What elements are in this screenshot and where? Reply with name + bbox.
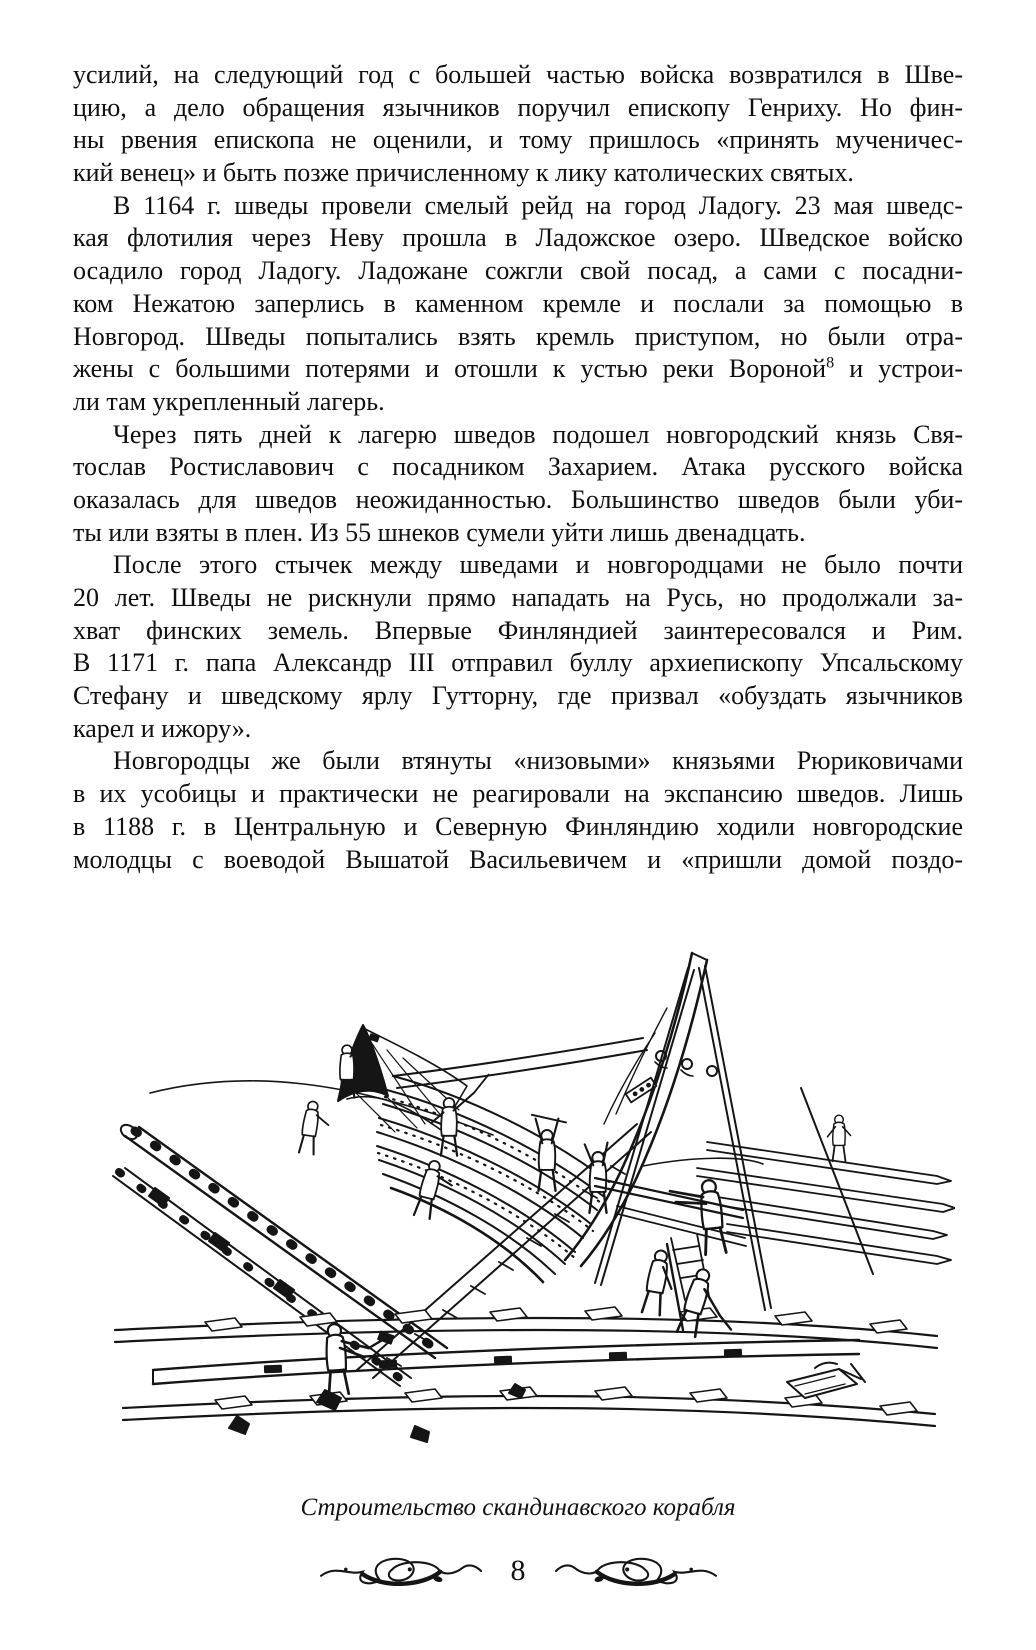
flourish-right-icon (552, 1550, 720, 1592)
text-line: 20 лет. Шведы не рискнули прямо нападать на Русь, но продолжали за- (73, 583, 963, 612)
text-line: В 1164 г. шведы провели смелый рейд на город Ладогу. 23 мая шведс- (113, 190, 963, 220)
text-line: После этого стычек между шведами и новгородцами не было почти (113, 550, 963, 580)
text-line: молодцы с воеводой Вышатой Васильевичем и «пришли домой поздо- (73, 844, 963, 874)
text-line: ком Нежатою заперлись в каменном кремле и послали за помощью в (73, 288, 963, 318)
flourish-left-icon (317, 1550, 485, 1592)
text-line: Через пять дней к лагерю шведов подошел новгородский князь Свя- (113, 419, 963, 449)
text-line: цию, а дело обращения язычников поручил епископу Генриху. Но фин- (73, 92, 963, 122)
ship-construction-illustration (95, 938, 955, 1492)
text-line: оказалась для шведов неожиданностью. Большинство шведов были уби- (73, 484, 963, 514)
text-line: Новгород. Шведы попытались взять кремль приступом, но были отра- (73, 321, 963, 351)
text-line: карел и ижору». (73, 713, 252, 743)
footnote-marker: 8 (826, 354, 835, 372)
page-footer (0, 1550, 1036, 1592)
text-line: жены с большими потерями и отошли к устью реки Вороной$^8$ и устрои- (73, 354, 963, 384)
text-line: усилий, на следующий год с большей частью войска возвратился в Шве- (73, 60, 963, 89)
text-line: осадило город Ладогу. Ладожане сожгли свой посад, а сами с посадни- (73, 256, 963, 286)
body-text (73, 59, 963, 876)
text-line: тослав Ростиславович с посадником Захарием. Атака русского войска (73, 452, 963, 482)
text-line: ли там укрепленный лагерь. (73, 386, 385, 416)
text-line: В 1171 г. папа Александр III отправил буллу архиепископу Упсальскому (73, 648, 963, 678)
page-number: 8 (510, 1554, 526, 1587)
figure-caption: Строительство скандинавского корабля (300, 1494, 736, 1521)
text-line: в их усобицы и практически не реагировали на экспансию шведов. Лишь (73, 779, 963, 809)
figure (95, 938, 955, 1492)
text-line: Новгородцы же были втянуты «низовыми» князьями Рюриковичами (113, 746, 963, 776)
text-line: ты или взяты в плен. Из 55 шнеков сумели уйти лишь двенадцать. (73, 517, 806, 547)
text-line: кий венец» и быть позже причисленному к лику католических святых. (73, 158, 854, 188)
text-line: хват финских земель. Впервые Финляндией заинтересовался и Рим. (73, 615, 963, 645)
text-line: кая флотилия через Неву прошла в Ладожское озеро. Шведское войско (73, 223, 963, 253)
text-line: Стефану и шведскому ярлу Гутторну, где призвал «обуздать язычников (73, 681, 963, 711)
text-line: ны рвения епископа не оценили, и тому пришлось «принять мученичес- (73, 125, 963, 155)
text-line: в 1188 г. в Центральную и Северную Финляндию ходили новгородские (73, 811, 963, 841)
